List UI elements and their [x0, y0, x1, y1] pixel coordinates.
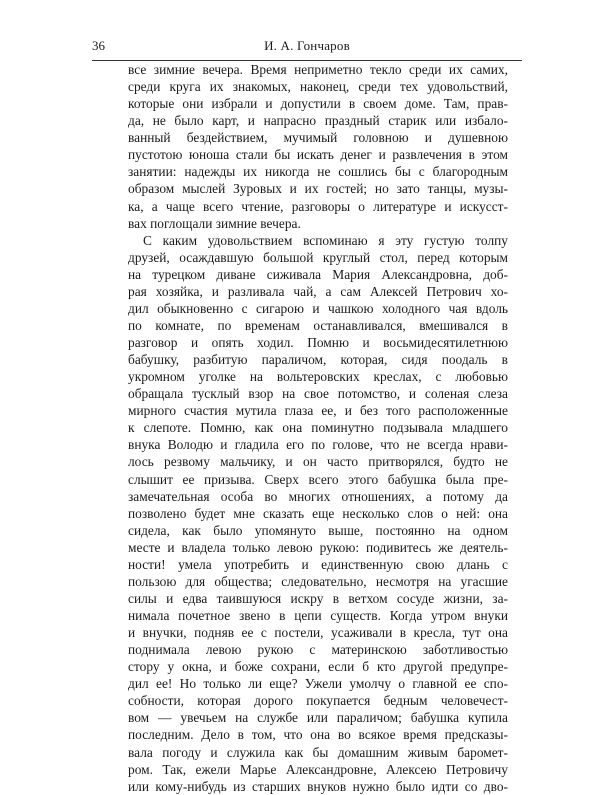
text-line: мирного счастия мутила глаза ее, и без того расположенные [128, 403, 508, 419]
text-line: друзей, осаждавшую большой круглый стол, перед которым [128, 249, 508, 265]
text-line: пустотою юноша стали бы искать денег и развлечения в этом [128, 147, 508, 163]
text-line: бабушку, разбитую параличом, которая, сидя поодаль в [128, 352, 508, 368]
text-line: замечательная особа во многих отношениях, а потому да [128, 488, 508, 504]
text-line: и внучки, подняв ее с постели, усаживали в кресла, тут она [128, 625, 508, 641]
text-line: поднимала левою рукою с материнскою заботливостью [128, 642, 508, 658]
page-number: 36 [92, 38, 105, 53]
text-line: пользою для общества; следовательно, несмотря на угасшие [128, 573, 508, 589]
text-line: вом — увечьем на службе или параличом; бабушка купила [128, 710, 508, 726]
text-line: лось резвому мальчику, и он часто притворялся, будто не [128, 454, 508, 470]
text-line: последним. Дело в том, что она во всякое время предсказы- [128, 727, 508, 743]
text-line: да, не было карт, и напрасно праздный старик или избало- [128, 113, 508, 129]
text-line: все зимние вечера. Время неприметно текло среди их самих, [128, 62, 508, 77]
text-line: силы и едва таившуюся искру в ветхом сосуде жизни, за- [128, 590, 508, 606]
text-line: ности! умела употребить и единственную свою длань с [128, 556, 508, 572]
text-line: по комнате, по временам останавливался, вмешивался в [128, 317, 508, 333]
text-line: рая хозяйка, и разливала чай, а сам Алексей Петрович хо- [128, 283, 508, 299]
text-line: вала погоду и служила как бы домашним живым баромет- [128, 744, 508, 760]
text-line: которые они избрали и допустили в своем доме. Там, прав- [128, 96, 508, 112]
text-line: занятии: надежды их никогда не сошлись бы с благородным [128, 164, 508, 180]
text-line: слышит ее призыва. Сверх всего этого бабушка была пре- [128, 471, 508, 487]
text-line: или кому-нибудь из старших внуков нужно было идти со дво- [128, 778, 508, 794]
page-header [92, 38, 522, 54]
text-line: ванный бездействием, мучимый головною и душевною [128, 130, 508, 146]
text-line: среди круга их знакомых, наконец, среди тех удовольствий, [128, 79, 508, 95]
text-line: нимала почетное звено в цепи существ. Когда утром внуки [128, 608, 508, 623]
running-head: И. А. Гончаров [264, 38, 350, 53]
text-line: разговор и опять ходил. Помню и восьмидесятилетнюю [128, 335, 508, 350]
text-line: к слепоте. Помню, как она поминутно подзывала младшего [128, 420, 508, 436]
text-line: месте и владела только левою рукою: подивитесь же деятель- [128, 539, 508, 555]
body-text [128, 61, 508, 795]
text-line: укромном уголке на вольтеровских креслах, с любовью [128, 369, 508, 385]
text-line: сидела, как было упомянуто выше, постоянно на одном [128, 522, 508, 538]
text-line: С каким удовольствием вспоминаю я эту густую толпу [143, 232, 508, 248]
text-line: позволено будет мне сказать еще несколько слов о ней: она [128, 505, 508, 521]
text-line: стору у окна, и боже сохрани, если б кто другой предупре- [128, 659, 508, 675]
text-line: на турецком диване сиживала Мария Александровна, доб- [128, 266, 508, 282]
text-line: внука Володю и гладила его по голове, что не всегда нрави- [128, 437, 508, 453]
text-line: дил обыкновенно с сигарою и чашкою холодного чая вдоль [128, 300, 508, 316]
text-line: вах поглощали зимние вечера. [128, 215, 301, 231]
text-line: образом мыслей Зуровых и их гостей; но зато танцы, музы- [128, 181, 508, 197]
text-line: обращала тусклый взор на свое потомство, и соленая слеза [128, 386, 508, 402]
text-line: ром. Так, ежели Марье Александровне, Алексею Петровичу [128, 761, 508, 777]
text-line: дил ее! Но только ли еще? Ужели умолчу о главной ее спо- [128, 676, 508, 692]
text-line: ка, а чаще всего чтение, разговоры о литературе и искусст- [128, 198, 508, 214]
text-line: собности, которая дорого покупается бедным человечест- [128, 693, 508, 709]
